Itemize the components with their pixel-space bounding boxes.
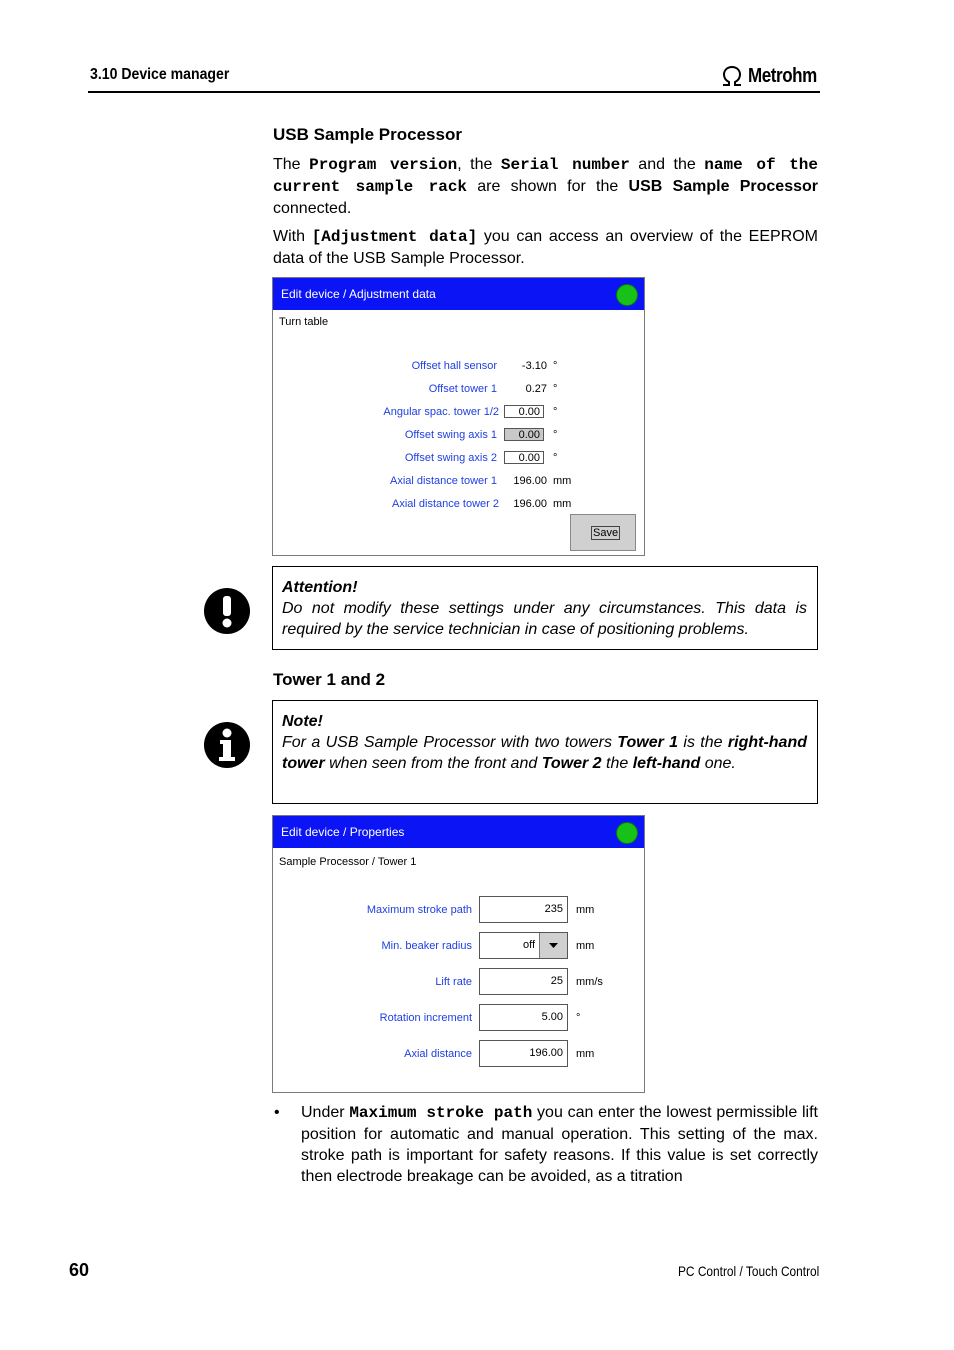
- offset-swing-axis-1-input[interactable]: 0.00: [504, 428, 544, 441]
- offset-swing-axis-2-input[interactable]: 0.00: [504, 451, 544, 464]
- save-button-label: Save: [593, 527, 619, 539]
- field-label: Axial distance tower 1: [390, 475, 497, 487]
- logo-text: Metrohm: [748, 64, 817, 87]
- dialog-title: Edit device / Properties: [281, 825, 405, 839]
- info-icon: [204, 722, 250, 768]
- field-unit: °: [553, 429, 558, 441]
- field-label: Axial distance: [404, 1048, 472, 1060]
- attention-box: [272, 566, 818, 650]
- field-unit: °: [553, 452, 558, 464]
- text: , the: [457, 156, 501, 173]
- status-led-icon: [616, 284, 638, 306]
- field-unit: mm: [553, 498, 572, 510]
- field-unit: mm: [553, 475, 572, 487]
- attention-text: Do not modify these settings under any circumstances. This data is required by the service technician in case of positioning problems.: [282, 600, 807, 638]
- note-title: Note!: [282, 713, 323, 730]
- field-unit: mm/s: [576, 976, 603, 988]
- text: are shown for the: [467, 178, 629, 195]
- text: With: [273, 228, 312, 245]
- text: the: [601, 755, 633, 772]
- field-unit: mm: [576, 904, 595, 916]
- properties-dialog: [272, 815, 645, 1093]
- lift-rate-input[interactable]: 25: [479, 968, 568, 995]
- text: you can access an overview of the EEPROM data of the USB Sample Processor.: [273, 228, 818, 267]
- dialog-title-bar: [273, 278, 644, 310]
- status-led-icon: [616, 822, 638, 844]
- field-label: Offset swing axis 2: [404, 452, 497, 464]
- note-text: [282, 732, 807, 774]
- maximum-stroke-path-term: Maximum stroke path: [349, 1104, 533, 1122]
- attention-title: Attention!: [282, 579, 358, 596]
- text: when seen from the front and: [324, 755, 542, 772]
- page-number: 60: [69, 1260, 90, 1280]
- header-rule: [88, 91, 820, 93]
- chevron-down-icon: [540, 933, 567, 958]
- tower-section-heading: Tower 1 and 2: [273, 670, 386, 689]
- usb-section-heading: USB Sample Processor: [273, 125, 462, 144]
- field-label: Lift rate: [435, 976, 472, 988]
- field-label: Maximum stroke path: [366, 904, 472, 916]
- dialog-title: Edit device / Adjustment data: [281, 287, 436, 301]
- field-value: 0.27: [525, 383, 547, 395]
- min-beaker-radius-select[interactable]: [479, 932, 568, 959]
- bullet-paragraph: [301, 1102, 818, 1187]
- field-unit: °: [553, 383, 558, 395]
- angular-spacing-input[interactable]: 0.00: [504, 405, 544, 418]
- metrohm-logo: [720, 64, 829, 88]
- dropdown-button[interactable]: [539, 933, 567, 958]
- exclamation-glyph: [204, 588, 250, 634]
- field-label: Angular spac. tower 1/2: [383, 406, 499, 418]
- field-label: Offset swing axis 1: [404, 429, 497, 441]
- left-hand-term: left-hand: [632, 755, 701, 772]
- usb-paragraph-1: [273, 154, 818, 219]
- field-label: Axial distance tower 2: [392, 498, 499, 510]
- save-button[interactable]: [570, 514, 636, 551]
- text: For a USB Sample Processor with two towers: [282, 734, 618, 751]
- field-label: Offset tower 1: [428, 383, 497, 395]
- text: and the: [629, 156, 705, 173]
- metrohm-omega-icon: [720, 65, 744, 87]
- bullet-marker: •: [274, 1104, 280, 1121]
- maximum-stroke-path-input[interactable]: 235: [479, 896, 568, 923]
- dialog-subtitle: Sample Processor / Tower 1: [279, 856, 417, 868]
- dialog-subtitle: Turn table: [279, 316, 329, 328]
- field-label: Offset hall sensor: [411, 360, 497, 372]
- usb-paragraph-2: [273, 226, 818, 269]
- right-hand-tower-term: right-hand tower: [282, 734, 807, 772]
- field-unit: °: [576, 1012, 581, 1024]
- field-label: Rotation increment: [379, 1012, 472, 1024]
- serial-number-term: Serial number: [500, 156, 630, 174]
- text: you can enter the lowest permissible lift position for automatic and manual operation. This setting of the max. stroke path is important for safety reasons. If this value is set correctly then electrode breakage can be avoided, as a titration: [301, 1104, 818, 1185]
- note-box: [272, 700, 818, 804]
- select-value: off: [522, 939, 535, 951]
- rotation-increment-input[interactable]: 5.00: [479, 1004, 568, 1031]
- field-unit: °: [553, 406, 558, 418]
- adjustment-data-dialog: [272, 277, 645, 556]
- tower-2-term: Tower 2: [541, 755, 602, 772]
- info-glyph: [204, 722, 250, 768]
- rack-name-term: name of the current sample rack: [273, 156, 819, 196]
- program-version-term: Program version: [309, 156, 458, 174]
- tower-1-term: Tower 1: [617, 734, 679, 751]
- usb-sample-processor-term: USB Sample Processor: [628, 178, 818, 195]
- field-value: 196.00: [513, 475, 547, 487]
- field-label: Min. beaker radius: [381, 940, 472, 952]
- text: connected.: [273, 200, 352, 217]
- text: is the: [678, 734, 728, 751]
- section-title: 3.10 Device manager: [90, 66, 230, 83]
- text: The: [273, 156, 310, 173]
- axial-distance-input[interactable]: 196.00: [479, 1040, 568, 1067]
- field-value: -3.10: [521, 360, 547, 372]
- exclamation-icon: [204, 588, 250, 634]
- adjustment-data-term: [Adjustment data]: [311, 228, 478, 246]
- field-unit: °: [553, 360, 558, 372]
- text: one.: [700, 755, 736, 772]
- field-unit: mm: [576, 1048, 595, 1060]
- field-value: 196.00: [513, 498, 547, 510]
- dialog-title-bar: [273, 816, 644, 848]
- field-unit: mm: [576, 940, 595, 952]
- text: Under: [301, 1104, 350, 1121]
- product-name: PC Control / Touch Control: [678, 1263, 820, 1279]
